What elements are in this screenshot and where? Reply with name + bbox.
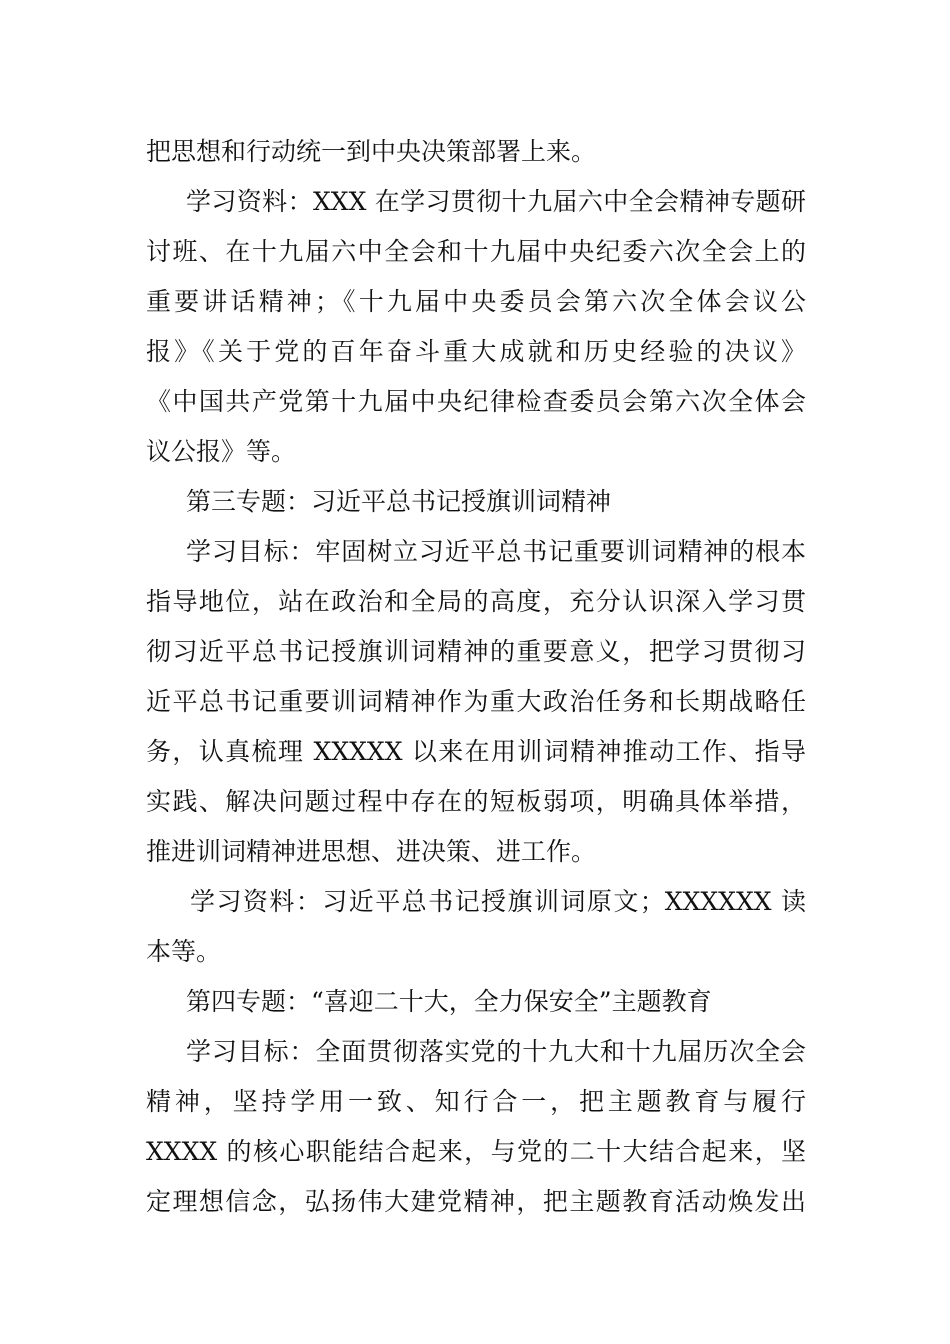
body-text-line: 推进训词精神进思想、进决策、进工作。 bbox=[146, 837, 597, 866]
body-text-line: 报》《关于党的百年奋斗重大成就和历史经验的决议》 bbox=[146, 337, 806, 366]
section-heading-topic-3: 第三专题：习近平总书记授旗训词精神 bbox=[186, 487, 612, 516]
body-text-line: 议公报》等。 bbox=[146, 437, 297, 466]
study-materials-paragraph: 学习资料：习近平总书记授旗训词原文；XXXXXX 读 bbox=[190, 887, 806, 916]
body-text-line: 精神，坚持学用一致、知行合一，把主题教育与履行 bbox=[146, 1087, 806, 1116]
body-text-line: 务，认真梳理 XXXXX 以来在用训词精神推动工作、指导 bbox=[146, 737, 806, 766]
body-text-line: XXXX 的核心职能结合起来，与党的二十大结合起来，坚 bbox=[146, 1137, 806, 1166]
study-goals-paragraph: 学习目标：全面贯彻落实党的十九大和十九届历次全会 bbox=[186, 1037, 806, 1066]
body-text-line: 讨班、在十九届六中全会和十九届中央纪委六次全会上的 bbox=[146, 237, 806, 266]
body-text-line: 把思想和行动统一到中央决策部署上来。 bbox=[146, 137, 597, 166]
body-text-line: 定理想信念，弘扬伟大建党精神，把主题教育活动焕发出 bbox=[146, 1187, 806, 1216]
body-text-line: 《中国共产党第十九届中央纪律检查委员会第六次全体会 bbox=[146, 387, 806, 416]
body-text-line: 本等。 bbox=[146, 937, 222, 966]
body-text-line: 实践、解决问题过程中存在的短板弱项，明确具体举措， bbox=[146, 787, 806, 816]
body-text-line: 指导地位，站在政治和全局的高度，充分认识深入学习贯 bbox=[146, 587, 806, 616]
study-materials-paragraph: 学习资料：XXX 在学习贯彻十九届六中全会精神专题研 bbox=[186, 187, 806, 216]
body-text-line: 彻习近平总书记授旗训词精神的重要意义，把学习贯彻习 bbox=[146, 637, 806, 666]
body-text-line: 重要讲话精神；《十九届中央委员会第六次全体会议公 bbox=[146, 287, 806, 316]
section-heading-topic-4: 第四专题：“喜迎二十大，全力保安全”主题教育 bbox=[186, 987, 712, 1016]
study-goals-paragraph: 学习目标：牢固树立习近平总书记重要训词精神的根本 bbox=[186, 537, 806, 566]
body-text-line: 近平总书记重要训词精神作为重大政治任务和长期战略任 bbox=[146, 687, 806, 716]
